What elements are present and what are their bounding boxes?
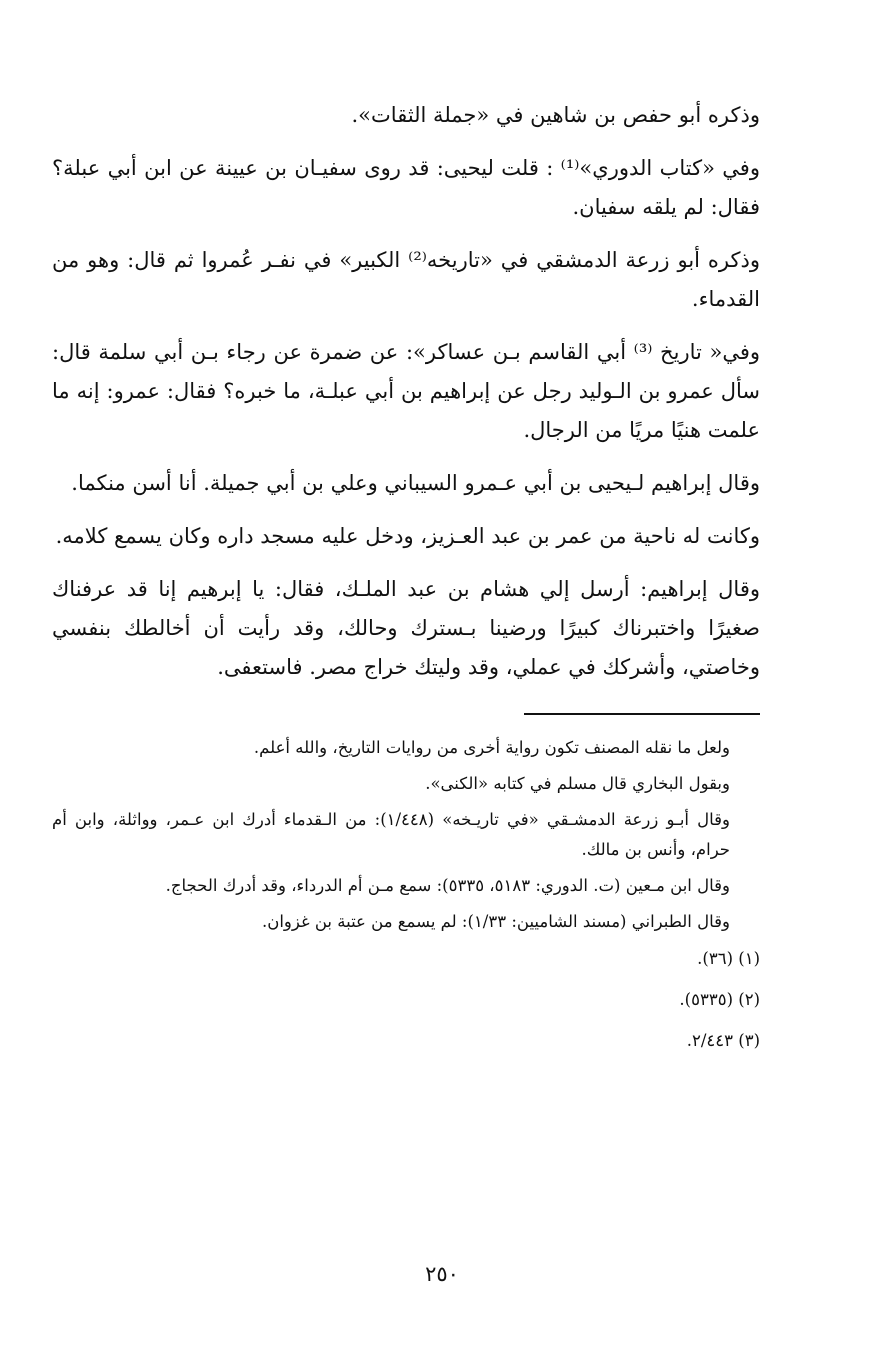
paragraph-hisham: وقال إبراهيم: أرسل إلي هشام بن عبد الملـك، فقال: يا إبرهيم إنا قد عرفناك صغيرًا واختبرناك كبيرًا ورضينا بـسترك وحالك، وقد رأيت أن أخالطك بنفسي وخاصتي، وأشركك في عملي، وقد وليتك خراج مصر. فاستعفى.: [52, 577, 760, 679]
paragraph-kitab-al-duri: وفي «كتاب الدوري»⁽¹⁾ : قلت ليحيى: قد روى سفيـان بن عيينة عن ابن أبي عبلة؟ فقال: لم يلقه سفيان.: [52, 156, 760, 219]
paragraph-ibn-shahin: وذكره أبو حفص بن شاهين في «جملة الثقات».: [351, 103, 760, 127]
footnote-references: [52, 943, 760, 1057]
paragraph-umar-abdulaziz: وكانت له ناحية من عمر بن عبد العـزيز، ودخل عليه مسجد داره وكان يسمع كلامه.: [55, 524, 760, 548]
page-body: [52, 96, 760, 1066]
paragraph-ibn-asakir: وفي« تاريخ ⁽³⁾ أبي القاسم بـن عساكر»: عن ضمرة عن رجاء بـن أبي سلمة قال: سأل عمرو بن الـوليد رجل عن إبراهيم بن أبي عبلـة، ما خبره؟ فقال: عمرو: إنه ما علمت هنيًا مريًا من الرجال.: [52, 340, 760, 442]
footnote-line: وقال أبـو زرعة الدمشـقي «في تاريـخه» (١/٤٤٨): من الـقدماء أدرك ابن عـمر، وواثلة، وابن أم حرام، وأنس بن مالك.: [52, 810, 730, 859]
footnote-line: وبقول البخاري قال مسلم في كتابه «الكنى».: [425, 774, 730, 793]
footnote-line: وقال ابن مـعين (ت. الدوري: ٥١٨٣، ٥٣٣٥): سمع مـن أم الدرداء، وقد أدرك الحجاج.: [165, 876, 730, 895]
paragraph-abu-zurah: وذكره أبو زرعة الدمشقي في «تاريخه⁽²⁾ الكبير» في نفـر عُمروا ثم قال: وهو من القدماء.: [52, 248, 761, 311]
footnote-line: وقال الطبراني (مسند الشاميين: ١/٣٣): لم يسمع من عتبة بن غزوان.: [261, 912, 730, 931]
page-number: ٢٥٠: [425, 1262, 459, 1286]
footnotes: [52, 733, 760, 937]
footnote-ref-2: (٢) (٥٣٣٥).: [679, 990, 760, 1009]
paragraph-ibrahim-older: وقال إبراهيم لـيحيى بن أبي عـمرو السيباني وعلي بن أبي جميلة. أنا أسن منكما.: [71, 471, 760, 495]
footnote-ref-1: (١) (٣٦).: [697, 949, 760, 968]
footnote-divider: [524, 713, 760, 715]
footnote-line: ولعل ما نقله المصنف تكون رواية أخرى من روايات التاريخ، والله أعلم.: [253, 738, 730, 757]
footnote-ref-3: (٣) ٢/٤٤٣.: [686, 1031, 760, 1050]
